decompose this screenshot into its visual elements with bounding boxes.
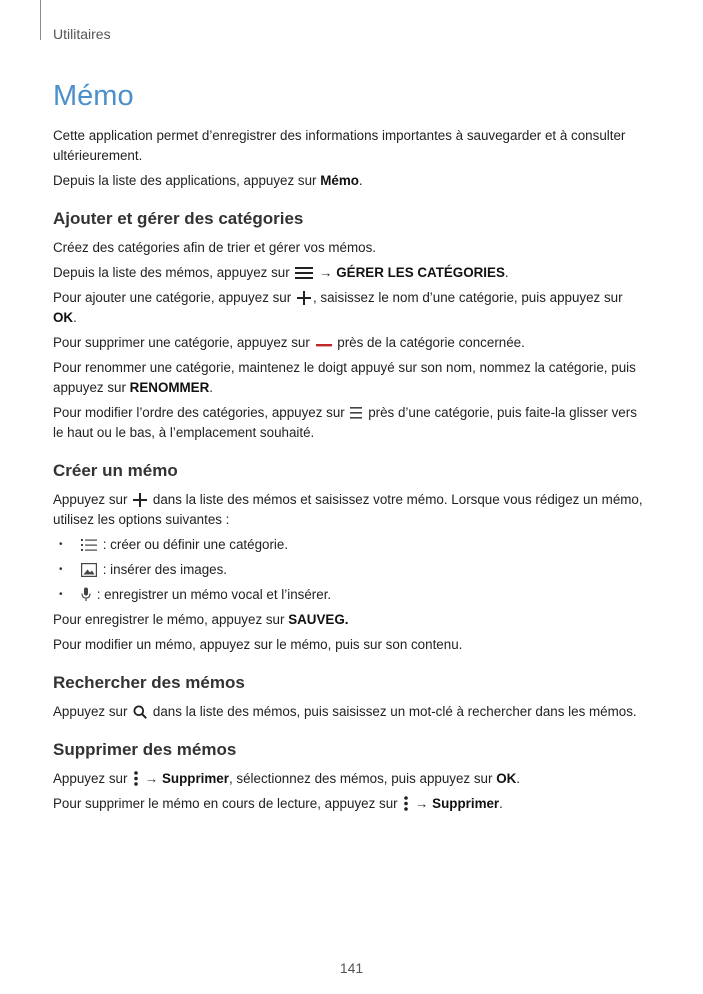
categories-rename: Pour renommer une catégorie, maintenez le doigt appuyé sur son nom, nommez la catégorie, puis appuyez sur RENOMMER. xyxy=(53,360,636,395)
search-icon xyxy=(133,705,147,719)
reorder-handle-icon xyxy=(350,406,362,420)
heading-search: Rechercher des mémos xyxy=(53,673,245,692)
plus-icon xyxy=(297,291,311,305)
section-label: Utilitaires xyxy=(53,26,111,42)
create-save: Pour enregistrer le mémo, appuyez sur SAUVEG. xyxy=(53,612,349,627)
intro-paragraph: Cette application permet d’enregistrer des informations importantes à sauvegarder et à consulter ultérieurement. xyxy=(53,128,626,163)
image-icon xyxy=(81,563,97,577)
categories-add: Pour ajouter une catégorie, appuyez sur , saisissez le nom d’une catégorie, puis appuyez sur OK. xyxy=(53,290,623,325)
minus-icon xyxy=(316,340,332,350)
heading-create: Créer un mémo xyxy=(53,461,178,480)
list-item: • : enregistrer un mémo vocal et l’insérer. xyxy=(53,585,643,605)
menu-icon xyxy=(295,266,313,280)
delete-current: Pour supprimer le mémo en cours de lecture, appuyez sur → Supprimer. xyxy=(53,796,503,811)
heading-delete: Supprimer des mémos xyxy=(53,740,237,759)
categories-reorder: Pour modifier l’ordre des catégories, appuyez sur près d’une catégorie, puis faite-la glisser vers le haut ou le bas, à l’emplacement souhaité. xyxy=(53,405,637,440)
margin-rule xyxy=(40,0,41,40)
more-options-icon xyxy=(403,796,409,811)
page-title: Mémo xyxy=(53,80,134,112)
delete-instruction: Appuyez sur → Supprimer, sélectionnez des mémos, puis appuyez sur OK. xyxy=(53,771,521,786)
list-item: • : créer ou définir une catégorie. xyxy=(53,535,643,555)
search-instruction: Appuyez sur dans la liste des mémos, puis saisissez un mot-clé à rechercher dans les mémos. xyxy=(53,704,637,719)
document-body xyxy=(53,126,643,819)
create-intro: Appuyez sur dans la liste des mémos et saisissez votre mémo. Lorsque vous rédigez un mémo, utilisez les options suivantes : xyxy=(53,492,643,527)
plus-icon xyxy=(133,493,147,507)
categories-delete: Pour supprimer une catégorie, appuyez sur près de la catégorie concernée. xyxy=(53,335,525,350)
category-list-icon xyxy=(81,538,97,552)
more-options-icon xyxy=(133,771,139,786)
page-number: 141 xyxy=(339,960,364,976)
microphone-icon xyxy=(81,587,91,602)
create-options-list xyxy=(53,535,643,605)
intro-instruction: Depuis la liste des applications, appuyez sur Mémo. xyxy=(53,173,363,188)
create-edit: Pour modifier un mémo, appuyez sur le mémo, puis sur son contenu. xyxy=(53,637,463,652)
categories-manage: Depuis la liste des mémos, appuyez sur → GÉRER LES CATÉGORIES. xyxy=(53,265,509,280)
list-item: • : insérer des images. xyxy=(53,560,643,580)
heading-categories: Ajouter et gérer des catégories xyxy=(53,209,304,228)
categories-intro: Créez des catégories afin de trier et gérer vos mémos. xyxy=(53,240,377,255)
